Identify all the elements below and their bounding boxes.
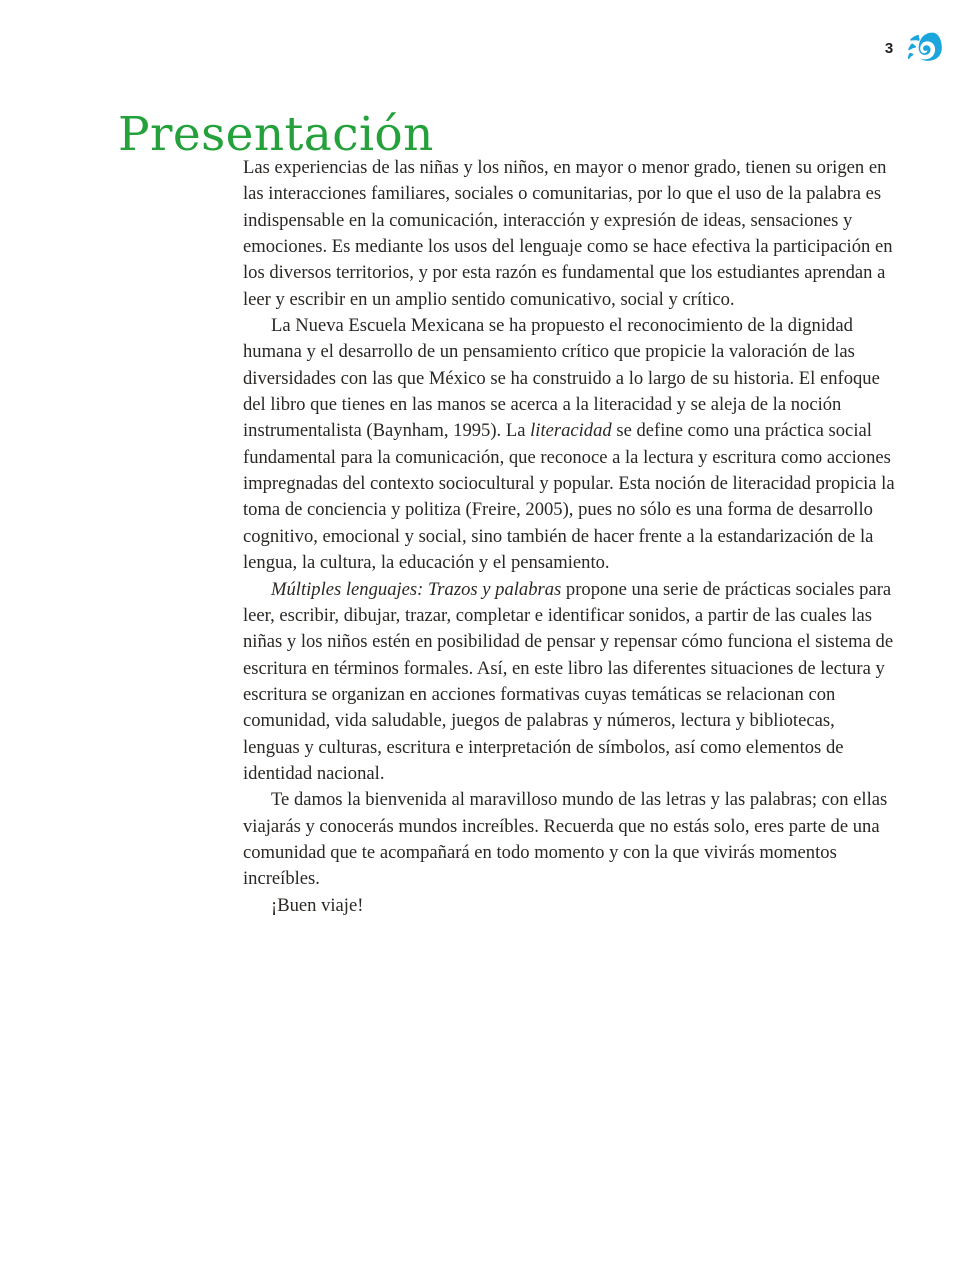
paragraph-p3: [243, 577, 895, 788]
page-header: [885, 28, 943, 68]
page-number: 3: [884, 39, 893, 57]
spiral-wave-logo-icon: [905, 29, 943, 67]
paragraph-p2: [243, 313, 895, 576]
presentation-body-text: [243, 155, 895, 919]
emphasized-text: Múltiples lenguajes: Trazos y palabras: [271, 578, 562, 600]
paragraph-p5: [243, 893, 895, 919]
body-text: Te damos la bienvenida al maravilloso mundo de las letras y las palabras; con ellas viajarás y conocerás mundos increíbles. Recuerda que no estás solo, eres parte de una comunidad que te acompañará en todo momento y con la que vivirás momentos increíbles.: [243, 789, 888, 890]
body-text: ¡Buen viaje!: [271, 894, 364, 916]
brand-logo: [905, 29, 943, 67]
paragraph-p1: [243, 155, 895, 313]
paragraph-p4: [243, 787, 895, 892]
emphasized-text: literacidad: [530, 420, 612, 442]
body-text: Las experiencias de las niñas y los niños, en mayor o menor grado, tienen su origen en las interacciones familiares, sociales o comunitarias, por lo que el uso de la palabra es indispensable en la comunicación, interacción y expresión de ideas, sensaciones y emociones. Es mediante los usos del lenguaje como se hace efectiva la participación en los diversos territorios, y por esta razón es fundamental que los estudiantes aprendan a leer y escribir en un amplio sentido comunicativo, social y crítico.: [243, 157, 893, 310]
body-text: La Nueva Escuela Mexicana se ha propuesto el reconocimiento de la dignidad humana y el desarrollo de un pensamiento crítico que propicie la valoración de las diversidades con las que México se ha construido a lo largo de su historia. El enfoque del libro que tienes en las manos se acerca a la literacidad y se aleja de la noción instrumentalista (Baynham, 1995). La: [243, 315, 880, 442]
page-title: Presentación: [118, 107, 434, 163]
body-text: propone una serie de prácticas sociales para leer, escribir, dibujar, trazar, completar e identificar sonidos, a partir de las cuales las niñas y los niños estén en posibilidad de pensar y repensar cómo funciona el sistema de escritura en términos formales. Así, en este libro las diferentes situaciones de lectura y escritura se organizan en acciones formativas cuyas temáticas se relacionan con comunidad, vida saludable, juegos de palabras y números, lectura y bibliotecas, lenguas y culturas, escritura e interpretación de símbolos, así como elementos de identidad nacional.: [243, 578, 894, 784]
body-text: se define como una práctica social fundamental para la comunicación, que reconoce a la lectura y escritura como acciones impregnadas del contexto sociocultural y popular. Esta noción de literacidad propicia la toma de conciencia y politiza (Freire, 2005), pues no sólo es una forma de desarrollo cognitivo, emocional y social, sino también de hacer frente a la estandarización de la lengua, la cultura, la educación y el pensamiento.: [243, 420, 895, 574]
